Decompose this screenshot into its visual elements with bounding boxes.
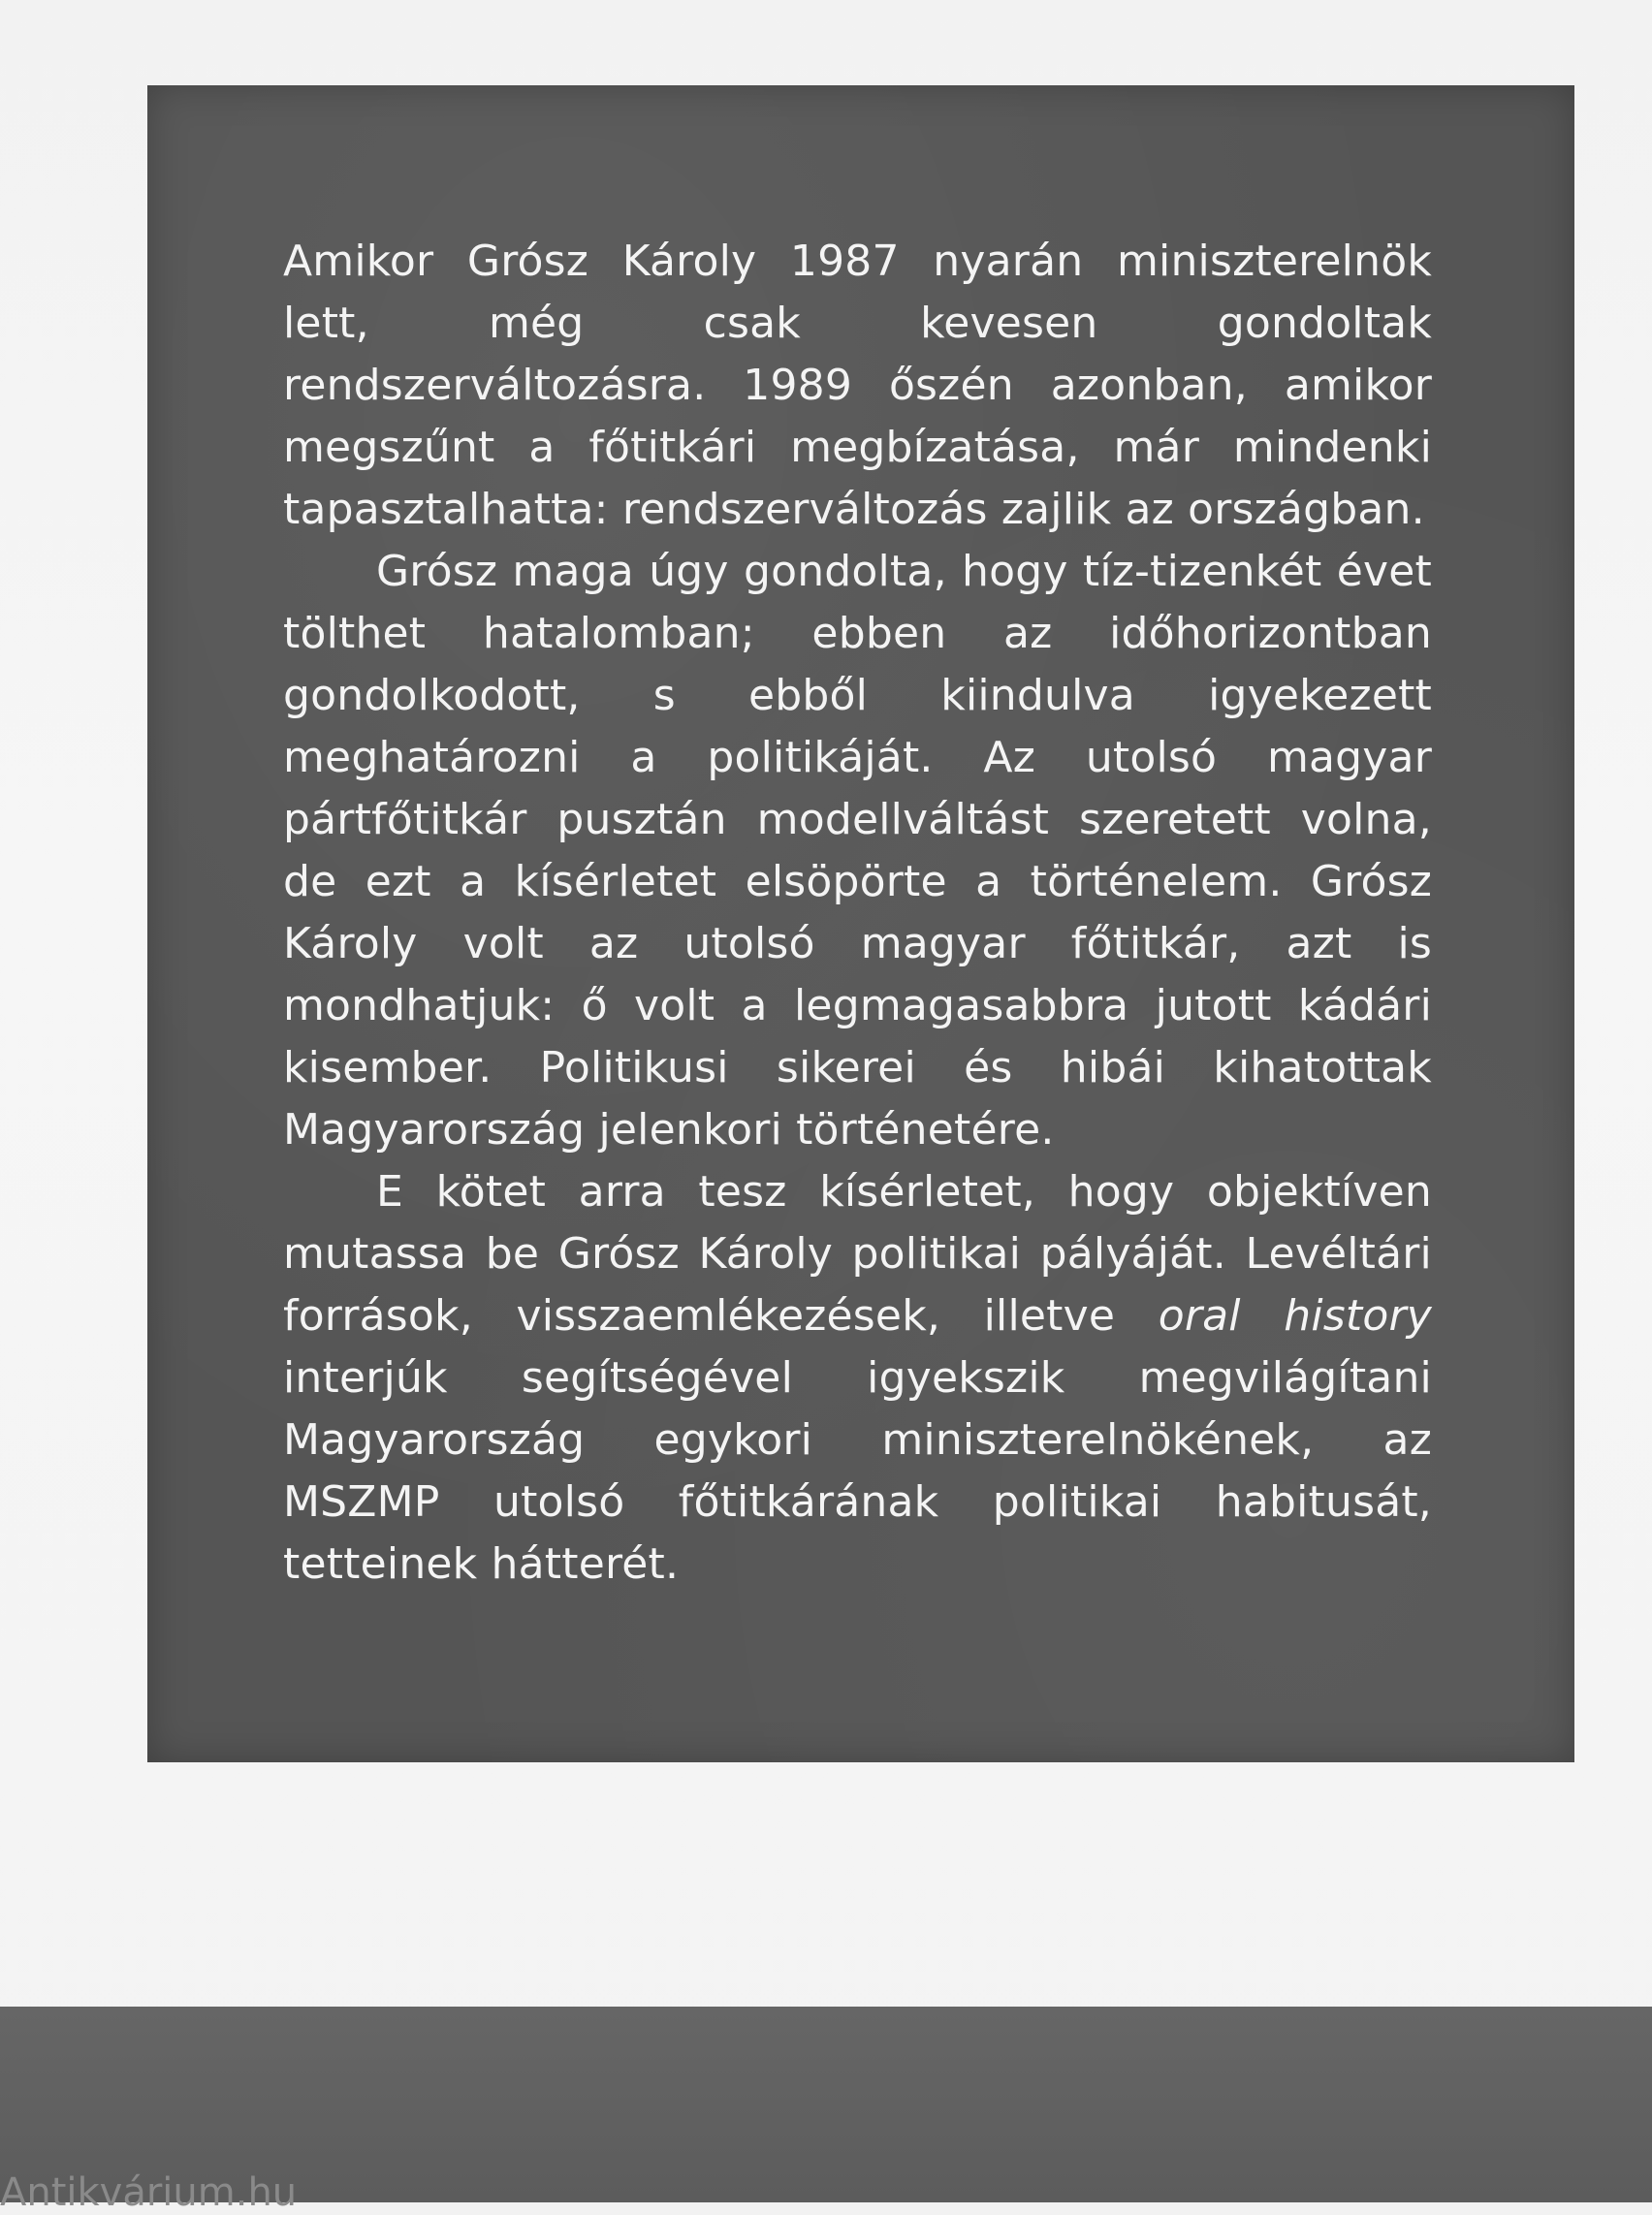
blurb-text: [283, 231, 1432, 1596]
blurb-paragraph-3: [283, 1161, 1432, 1596]
blurb-paragraph-2: Grósz maga úgy gondolta, hogy tíz-tizenkét évet tölthet hatalomban; ebben az időhorizontban gondolkodott, s ebből kiindulva igyekezett meghatározni a politikáját. Az utolsó magyar pártfőtitkár pusztán modellváltást szeretett volna, de ezt a kísérletet elsöpörte a történelem. Grósz Károly volt az utolsó magyar főtitkár, azt is mondhatjuk: ő volt a legmagasabbra jutott kádári kisember. Politikusi sikerei és hibái kihatottak Magyarország jelenkori történetére.: [283, 547, 1432, 1155]
blurb-paragraph-3-start: E kötet arra tesz kísérletet, hogy objektíven mutassa be Grósz Károly politikai pályáját. Levéltári források, visszaemlékezések, illetve: [283, 1167, 1432, 1341]
watermark-text: Antikvárium.hu: [0, 2170, 298, 2215]
text-panel: [147, 85, 1574, 1762]
blurb-italic-phrase: oral history: [1158, 1291, 1433, 1341]
blurb-paragraph-3-end: interjúk segítségével igyekszik megvilágítani Magyarország egykori miniszterelnökének, az MSZMP utolsó főtitkárának politikai habitusát, tetteinek hátterét.: [283, 1353, 1432, 1589]
blurb-paragraph-1: Amikor Grósz Károly 1987 nyarán miniszterelnök lett, még csak kevesen gondoltak rendszerváltozásra. 1989 őszén azonban, amikor megszűnt a főtitkári megbízatása, már mindenki tapasztalhatta: rendszerváltozás zajlik az országban.: [283, 237, 1432, 534]
